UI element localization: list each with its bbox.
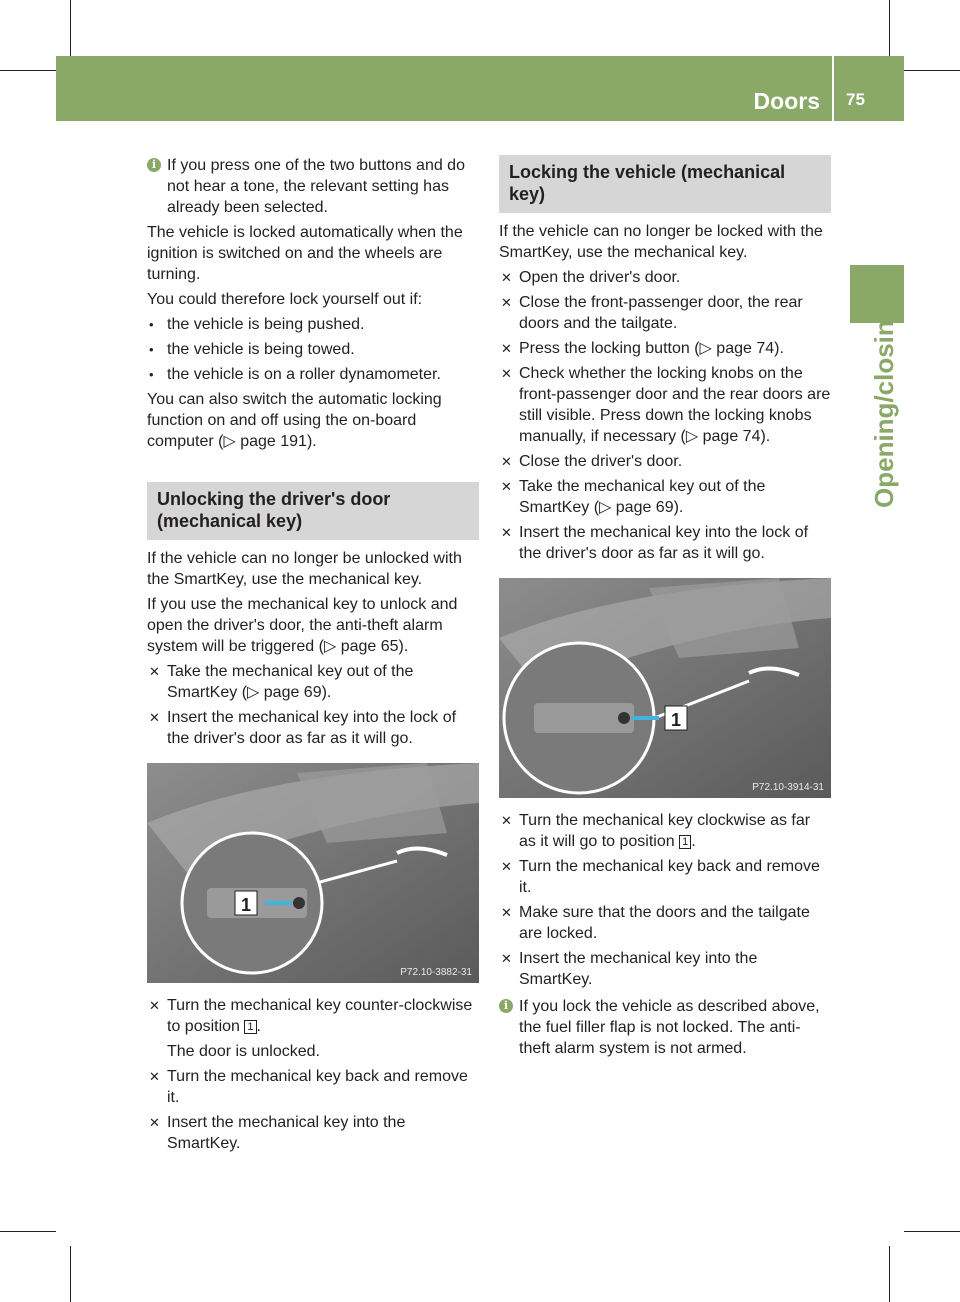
step-arrow-icon: ✕ — [501, 295, 512, 310]
instruction-step — [499, 902, 831, 944]
instruction-step — [499, 363, 831, 447]
illustration-callout: 1 — [240, 895, 252, 915]
car-door-illustration — [499, 578, 831, 798]
instruction-step — [147, 1066, 479, 1108]
step-text: Insert the mechanical key into the SmartKey. — [519, 950, 758, 988]
step-arrow-icon: ✕ — [501, 859, 512, 874]
section-heading: Locking the vehicle (mechanical key) — [499, 155, 831, 213]
paragraph: If the vehicle can no longer be locked with the SmartKey, use the mechanical key. — [499, 223, 823, 261]
paragraph: The vehicle is locked automatically when the ignition is switched on and the wheels are turning. — [147, 224, 463, 283]
bullet-text: the vehicle is on a roller dynamometer. — [167, 366, 441, 383]
step-arrow-icon: ✕ — [501, 813, 512, 828]
paragraph: You can also switch the automatic locking function on and off using the on-board computer (▷ page 191). — [147, 391, 442, 450]
step-arrow-icon: ✕ — [501, 454, 512, 469]
step-text: Press the locking button (▷ page 74). — [519, 340, 784, 357]
step-arrow-icon: ✕ — [149, 998, 160, 1013]
paragraph: You could therefore lock yourself out if: — [147, 291, 423, 308]
step-arrow-icon: ✕ — [149, 1069, 160, 1084]
bullet-text: the vehicle is being towed. — [167, 341, 355, 358]
crop-mark — [70, 1246, 71, 1302]
crop-mark — [889, 0, 890, 56]
instruction-step — [499, 476, 831, 518]
paragraph: If you use the mechanical key to unlock and open the driver's door, the anti-theft alarm system will be triggered (▷ page 65). — [147, 596, 458, 655]
crop-mark — [70, 0, 71, 56]
step-arrow-icon: ✕ — [501, 951, 512, 966]
instruction-step — [147, 707, 479, 749]
instruction-step — [499, 338, 831, 359]
step-arrow-icon: ✕ — [501, 479, 512, 494]
image-code: P72.10-3914-31 — [752, 782, 824, 793]
instruction-step — [499, 856, 831, 898]
result-text: The door is unlocked. — [167, 1043, 320, 1060]
section-heading: Unlocking the driver's door (mechanical key) — [147, 482, 479, 540]
step-text: Insert the mechanical key into the SmartKey. — [167, 1114, 406, 1152]
crop-mark — [904, 70, 960, 71]
step-text: Insert the mechanical key into the lock of the driver's door as far as it will go. — [167, 709, 457, 747]
image-code: P72.10-3882-31 — [400, 967, 472, 978]
bullet-icon: • — [149, 342, 154, 357]
step-text: Check whether the locking knobs on the front-passenger door and the rear doors are still visible. Press down the locking knobs manually, if necessary (▷ page 74). — [519, 365, 831, 445]
instruction-step — [499, 948, 831, 990]
right-column — [499, 155, 831, 1063]
instruction-step — [499, 267, 831, 288]
info-note — [147, 155, 479, 218]
bullet-text: the vehicle is being pushed. — [167, 316, 365, 333]
info-note-text: If you press one of the two buttons and do not hear a tone, the relevant setting has already been selected. — [167, 157, 465, 216]
position-callout: 1 — [244, 1020, 256, 1034]
step-arrow-icon: ✕ — [149, 1115, 160, 1130]
chapter-title-text: Opening/closing — [869, 304, 899, 508]
step-arrow-icon: ✕ — [149, 710, 160, 725]
step-arrow-icon: ✕ — [501, 270, 512, 285]
step-arrow-icon: ✕ — [501, 525, 512, 540]
step-text: Close the driver's door. — [519, 453, 683, 470]
crop-mark — [0, 1231, 56, 1232]
step-text: Take the mechanical key out of the SmartKey (▷ page 69). — [167, 663, 414, 701]
step-arrow-icon: ✕ — [501, 341, 512, 356]
bullet-item — [147, 314, 479, 335]
instruction-step — [499, 522, 831, 564]
step-text: Insert the mechanical key into the lock of the driver's door as far as it will go. — [519, 524, 809, 562]
paragraph: If the vehicle can no longer be unlocked with the SmartKey, use the mechanical key. — [147, 550, 462, 588]
step-arrow-icon: ✕ — [501, 366, 512, 381]
bullet-icon: • — [149, 367, 154, 382]
crop-mark — [0, 70, 56, 71]
instruction-step: ✕ Turn the mechanical key clockwise as far as it will go to position 1 . — [501, 812, 811, 850]
info-icon: i — [499, 999, 513, 1013]
info-icon: i — [147, 158, 161, 172]
left-column — [147, 155, 479, 1158]
crop-mark — [889, 1246, 890, 1302]
step-text: Turn the mechanical key back and remove it. — [519, 858, 820, 896]
position-callout: 1 — [679, 835, 691, 849]
unlock-illustration — [147, 763, 479, 983]
step-text: Turn the mechanical key counter-clockwise to position — [167, 997, 473, 1035]
instruction-step: ✕ Turn the mechanical key counter-clockwise to position 1 . — [149, 997, 473, 1035]
section-header-title: Doors — [753, 88, 820, 114]
header-divider — [832, 56, 834, 121]
crop-mark — [904, 1231, 960, 1232]
step-arrow-icon: ✕ — [501, 905, 512, 920]
car-door-illustration — [147, 763, 479, 983]
page-number: 75 — [846, 90, 865, 109]
instruction-step — [499, 292, 831, 334]
instruction-step — [499, 451, 831, 472]
info-note — [499, 996, 831, 1059]
bullet-item — [147, 339, 479, 360]
illustration-callout: 1 — [670, 710, 682, 730]
step-text: Make sure that the doors and the tailgate are locked. — [519, 904, 810, 942]
info-note-text: If you lock the vehicle as described above, the fuel filler flap is not locked. The anti-theft alarm system is not armed. — [519, 998, 820, 1057]
step-arrow-icon: ✕ — [149, 664, 160, 679]
step-text: Open the driver's door. — [519, 269, 681, 286]
lock-illustration — [499, 578, 831, 798]
step-text: Close the front-passenger door, the rear doors and the tailgate. — [519, 294, 803, 332]
bullet-item — [147, 364, 479, 385]
step-text: Take the mechanical key out of the SmartKey (▷ page 69). — [519, 478, 766, 516]
step-text: Turn the mechanical key clockwise as far as it will go to position — [519, 812, 811, 850]
step-text: Turn the mechanical key back and remove it. — [167, 1068, 468, 1106]
instruction-step — [147, 661, 479, 703]
bullet-icon: • — [149, 317, 154, 332]
instruction-step — [147, 1112, 479, 1154]
